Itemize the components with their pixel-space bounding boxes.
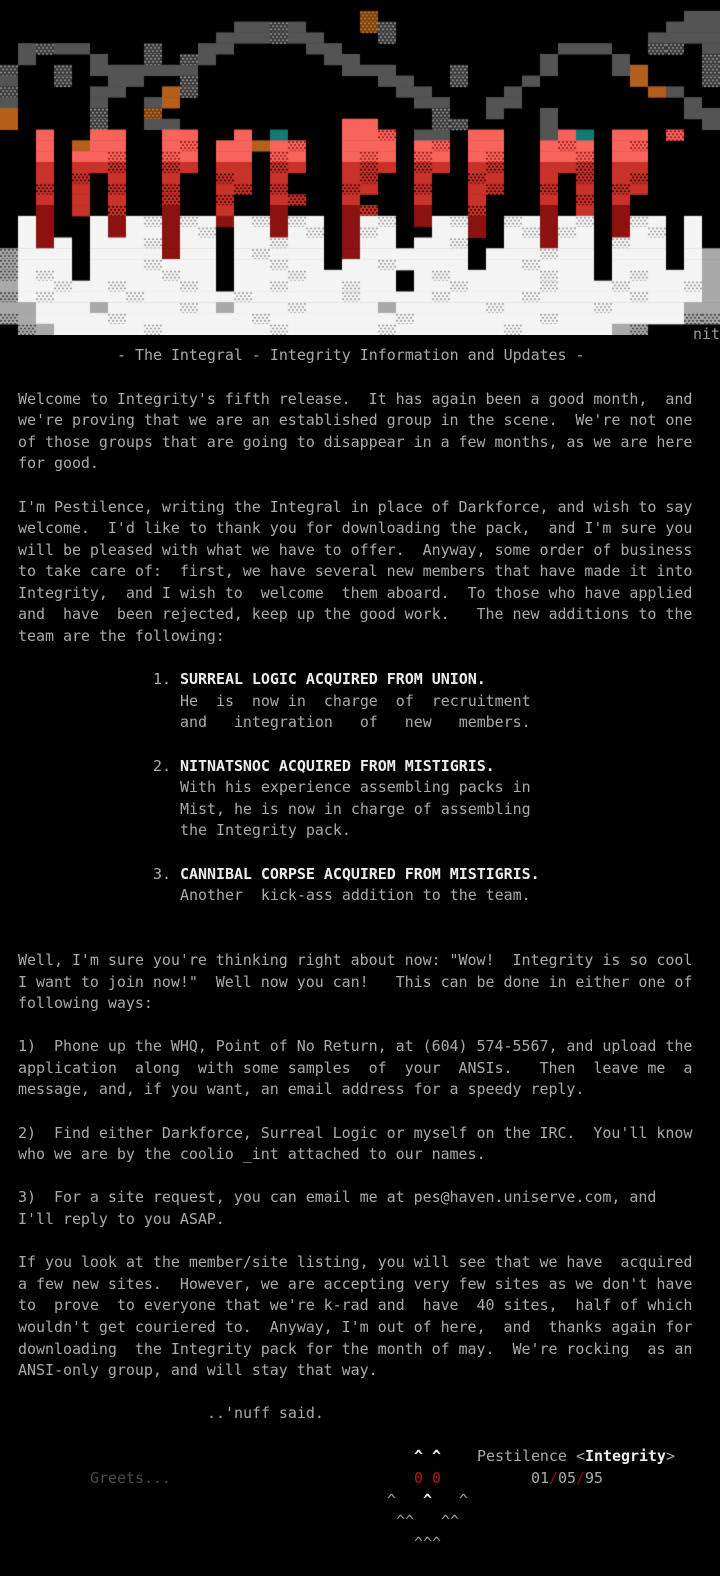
text-run: the Integrity pack.: [180, 821, 351, 840]
face-art: ^: [423, 1490, 432, 1509]
text-run: Integrity, and I wish to welcome them aboard. To those who have applied: [18, 583, 693, 602]
text-run: If you look at the member/site listing, you will see that we have acquired: [18, 1253, 693, 1272]
text-run: following ways:: [18, 994, 153, 1013]
face-art: 0: [432, 1469, 441, 1488]
text-run: I'm Pestilence, writing the Integral in place of Darkforce, and wish to say: [18, 497, 693, 516]
document-heading: - The Integral - Integrity Information and Updates -: [117, 346, 585, 365]
text-run: to prove to everyone that we're k-rad and have 40 sites, half of which: [18, 1296, 693, 1315]
logo-artist-signature: nit: [693, 324, 720, 343]
face-art: ^: [432, 1447, 441, 1466]
text-run: of those groups that are going to disappear in a few months, as we are here: [18, 432, 693, 451]
text-run: to take care of: first, we have several new members that have made it into: [18, 562, 693, 581]
face-art: 0: [414, 1469, 423, 1488]
text-run: message, and, if you want, an email address for a speedy reply.: [18, 1080, 585, 1099]
text-run: will be pleased with what we have to offer. Anyway, some order of business: [18, 540, 693, 559]
text-run: Another kick-ass addition to the team.: [180, 886, 531, 905]
text-run: <: [576, 1447, 585, 1466]
text-run: Well, I'm sure you're thinking right about now: "Wow! Integrity is so cool: [18, 950, 693, 969]
text-run: With his experience assembling packs in: [180, 778, 531, 797]
text-run: and have been rejected, keep up the good work. The new additions to the: [18, 605, 693, 624]
text-run: who we are by the coolio _int attached to our names.: [18, 1145, 486, 1164]
text-run: for good.: [18, 454, 99, 473]
text-run: wouldn't get couriered to. Anyway, I'm out of here, and thanks again for: [18, 1317, 693, 1336]
text-run: Mist, he is now in charge of assembling: [180, 799, 531, 818]
member-3-heading: CANNIBAL CORPSE ACQUIRED FROM MISTIGRIS.: [180, 864, 540, 883]
text-run: I want to join now!" Well now you can! This can be done in either one of: [18, 972, 693, 991]
text-run: /: [576, 1469, 585, 1488]
text-run: I'll reply to you ASAP.: [18, 1209, 225, 1228]
text-run: 3) For a site request, you can email me at pes@haven.uniserve.com, and: [18, 1188, 657, 1207]
text-run: Welcome to Integrity's fifth release. It has again been a good month, and: [18, 389, 693, 408]
text-run: 3.: [153, 864, 180, 883]
release-date: 95: [585, 1469, 603, 1488]
integrity-logo-ansi-art: [0, 0, 720, 335]
text-run: 2.: [153, 756, 180, 775]
text-run: downloading the Integrity pack for the month of may. We're rocking as an: [18, 1339, 693, 1358]
text-run: welcome. I'd like to thank you for downloading the pack, and I'm sure you: [18, 519, 693, 538]
greets-label: Greets...: [90, 1469, 171, 1488]
text-run: He is now in charge of recruitment: [180, 691, 531, 710]
face-art: ^: [387, 1490, 396, 1509]
group-name: Integrity: [585, 1447, 666, 1466]
release-date: 01: [531, 1469, 549, 1488]
text-run: 2) Find either Darkforce, Surreal Logic or myself on the IRC. You'll know: [18, 1123, 693, 1142]
face-art: ^^: [396, 1512, 414, 1531]
text-run: ..'nuff said.: [207, 1404, 324, 1423]
member-1-heading: SURREAL LOGIC ACQUIRED FROM UNION.: [180, 670, 486, 689]
text-run: ANSI-only group, and will stay that way.: [18, 1361, 378, 1380]
text-run: >: [666, 1447, 675, 1466]
text-run: 1.: [153, 670, 180, 689]
text-run: 1) Phone up the WHQ, Point of No Return, at (604) 574-5567, and upload the: [18, 1037, 693, 1056]
face-art: ^: [459, 1490, 468, 1509]
text-run: team are the following:: [18, 627, 225, 646]
release-date: 05: [558, 1469, 576, 1488]
face-art: ^^^: [414, 1533, 441, 1552]
author-name: Pestilence: [477, 1447, 567, 1466]
text-run: and integration of new members.: [180, 713, 531, 732]
member-2-heading: NITNATSNOC ACQUIRED FROM MISTIGRIS.: [180, 756, 495, 775]
face-art: ^^: [441, 1512, 459, 1531]
face-art: ^: [414, 1447, 423, 1466]
text-run: /: [549, 1469, 558, 1488]
text-run: a few new sites. However, we are accepting very few sites as we don't have: [18, 1274, 693, 1293]
text-run: we're proving that we are an established group in the scene. We're not one: [18, 411, 693, 430]
text-run: application along with some samples of your ANSIs. Then leave me a: [18, 1058, 693, 1077]
